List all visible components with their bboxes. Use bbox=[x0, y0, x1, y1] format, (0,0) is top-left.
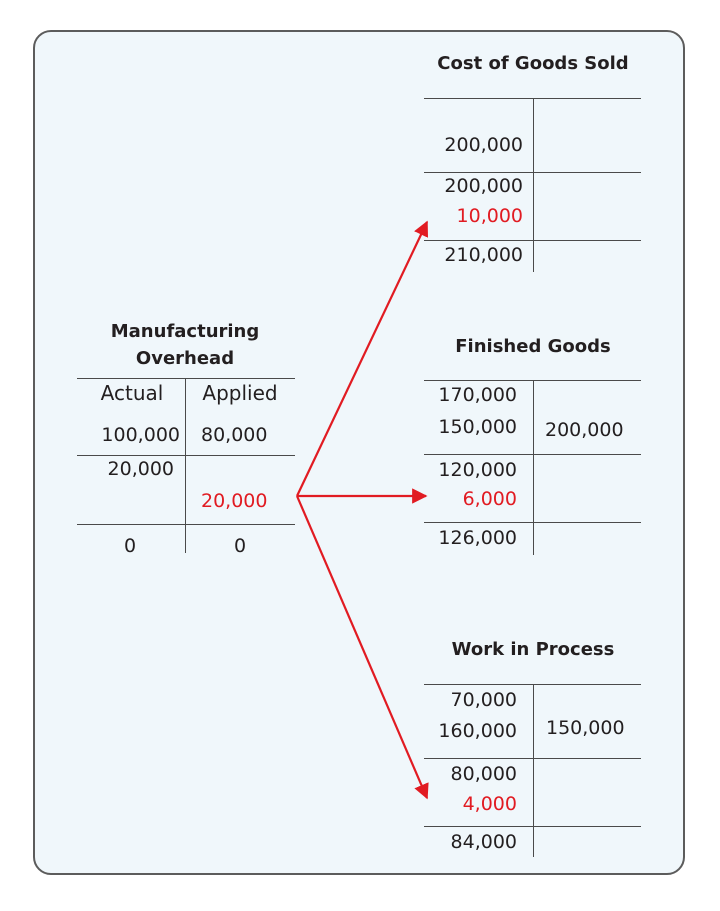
finished-goods-debit-3: 120,000 bbox=[438, 459, 517, 481]
finished-goods-debit-1: 170,000 bbox=[438, 384, 517, 406]
overhead-actual-1: 100,000 bbox=[101, 424, 180, 446]
wip-title: Work in Process bbox=[451, 639, 615, 660]
overhead-applied-1: 80,000 bbox=[201, 424, 268, 446]
cogs-debit-2: 200,000 bbox=[444, 175, 523, 197]
arrow-to-cogs bbox=[297, 222, 427, 496]
overhead-title-line2: Overhead bbox=[135, 348, 235, 369]
finished-goods-title: Finished Goods bbox=[455, 336, 611, 357]
cogs-balance: 210,000 bbox=[444, 244, 523, 266]
wip-debit-1: 70,000 bbox=[450, 689, 517, 711]
overhead-col-actual: Actual bbox=[100, 381, 164, 405]
finished-goods-credit-1: 200,000 bbox=[545, 419, 624, 441]
wip-credit-1: 150,000 bbox=[546, 717, 625, 739]
wip-balance: 84,000 bbox=[450, 831, 517, 853]
finished-goods-debit-4: 6,000 bbox=[462, 488, 517, 510]
overhead-actual-2: 20,000 bbox=[107, 458, 174, 480]
overhead-actual-balance: 0 bbox=[123, 535, 137, 557]
cogs-title: Cost of Goods Sold bbox=[437, 53, 629, 74]
cogs-debit-1: 200,000 bbox=[444, 134, 523, 156]
cogs-debit-3: 10,000 bbox=[456, 205, 523, 227]
arrow-to-wip bbox=[297, 496, 427, 798]
wip-debit-4: 4,000 bbox=[462, 793, 517, 815]
wip-debit-2: 160,000 bbox=[438, 720, 517, 742]
overhead-applied-balance: 0 bbox=[233, 535, 247, 557]
overhead-title-line1: Manufacturing bbox=[110, 321, 260, 342]
overhead-col-applied: Applied bbox=[202, 381, 278, 405]
wip-debit-3: 80,000 bbox=[450, 763, 517, 785]
finished-goods-balance: 126,000 bbox=[438, 527, 517, 549]
overhead-applied-2: 20,000 bbox=[201, 490, 268, 512]
finished-goods-debit-2: 150,000 bbox=[438, 416, 517, 438]
